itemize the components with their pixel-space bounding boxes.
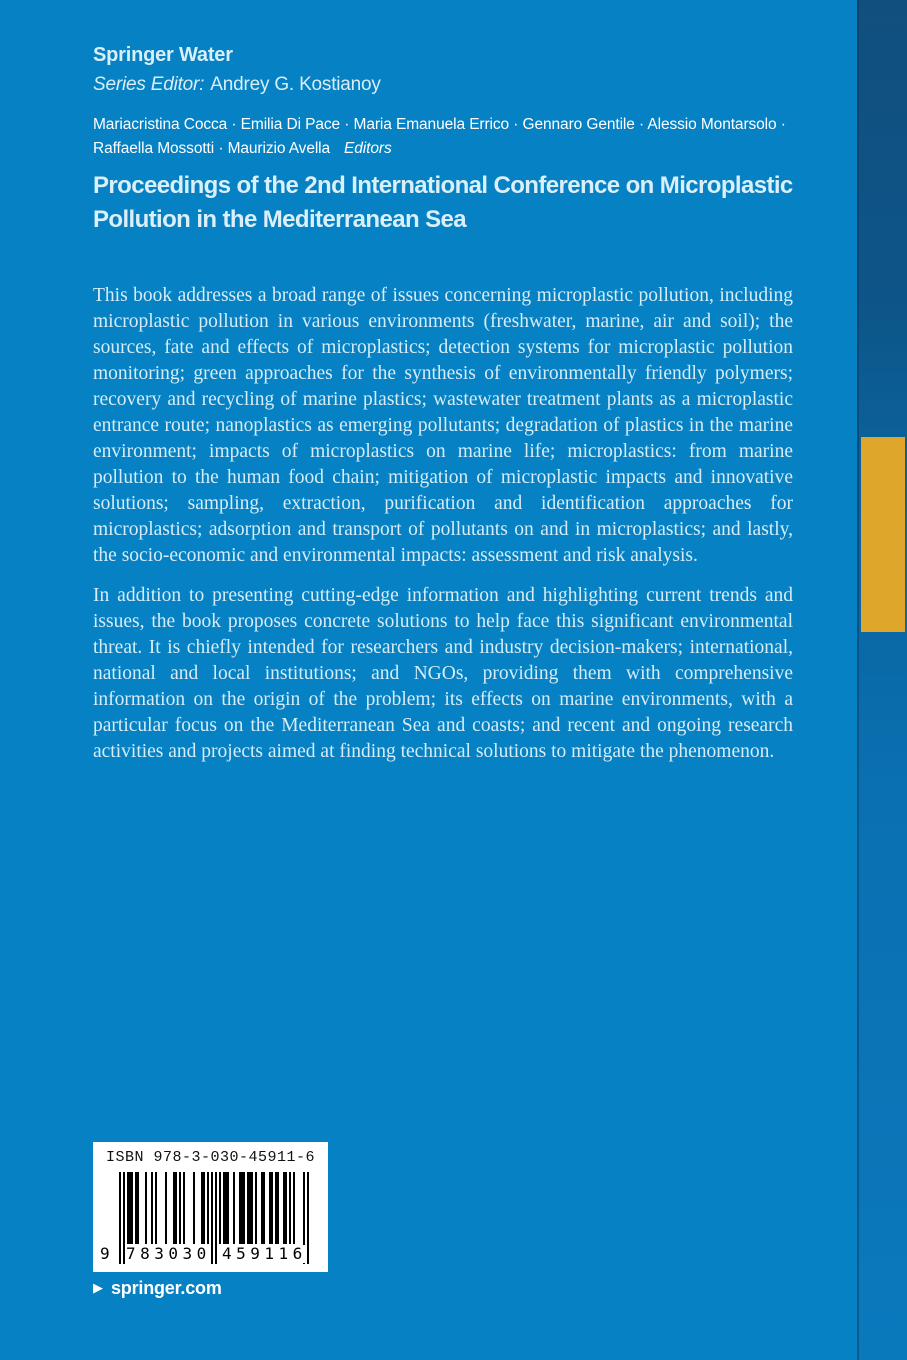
series-editor-name: Andrey G. Kostianoy [210,74,381,95]
series-editor-line [93,74,381,96]
book-title [93,169,793,237]
authors-line-1: Mariacristina Cocca · Emilia Di Pace · Maria Emanuela Errico · Gennaro Gentile · Alessio Montarsolo · [93,116,786,133]
authors-block [93,113,853,161]
accent-orange-block [861,437,905,632]
series-title: Springer Water [93,44,233,66]
isbn-barcode-box [93,1142,328,1272]
book-title-line-2: Pollution in the Mediterranean Sea [93,206,466,233]
description-blurb [93,283,793,765]
book-title-line-1: Proceedings of the 2nd International Conference on Microplastic [93,172,793,199]
series-editor-label: Series Editor: [93,74,205,95]
triangle-arrow-icon: ▶ [93,1280,103,1295]
editors-label: Editors [344,140,392,157]
ean-right-digits: 459116 [222,1244,307,1263]
description-paragraph-1: This book addresses a broad range of issues concerning microplastic pollution, including microplastic pollution in various environments (freshwater, marine, air and soil); the sources, fate and effects of microplastics; detection systems for microplastic pollution monitoring; green approaches for the synthesis of environmentally friendly polymers; recovery and recycling of marine plastics; wastewater treatment plants as a microplastic entrance route; nanoplastics as emerging pollutants; degradation of plastics in the marine environment; impacts of microplastics on marine life; microplastics: from marine pollution to the human food chain; mitigation of microplastic impacts and innovative solutions; sampling, extraction, purification and identification approaches for microplastics; adsorption and transport of pollutants on and in microplastics; and lastly, the socio-economic and environmental impacts: assessment and risk analysis. [93,285,793,566]
spine-photo-strip [857,0,907,1360]
ean-left-digits: 783030 [126,1244,211,1263]
authors-line-2-names: Raffaella Mossotti · Maurizio Avella [93,140,331,157]
isbn-number-label: ISBN 978-3-030-45911-6 [105,1149,316,1166]
authors-line-2 [93,137,853,161]
springer-website-link[interactable]: springer.com [111,1277,222,1298]
description-paragraph-2: In addition to presenting cutting-edge information and highlighting current trends and issues, the book proposes concrete solutions to help face this significant environmental threat. It is chiefly intended for researchers and industry decision-makers; international, national and local institutions; and NGOs, providing them with comprehensive information on the origin of the problem; its effects on marine environments, with a particular focus on the Mediterranean Sea and coasts; and recent and ongoing research activities and projects aimed at finding technical solutions to mitigate the phenomenon. [93,585,793,762]
ean-first-digit: 9 [100,1244,110,1263]
springer-link-row[interactable] [93,1276,222,1300]
